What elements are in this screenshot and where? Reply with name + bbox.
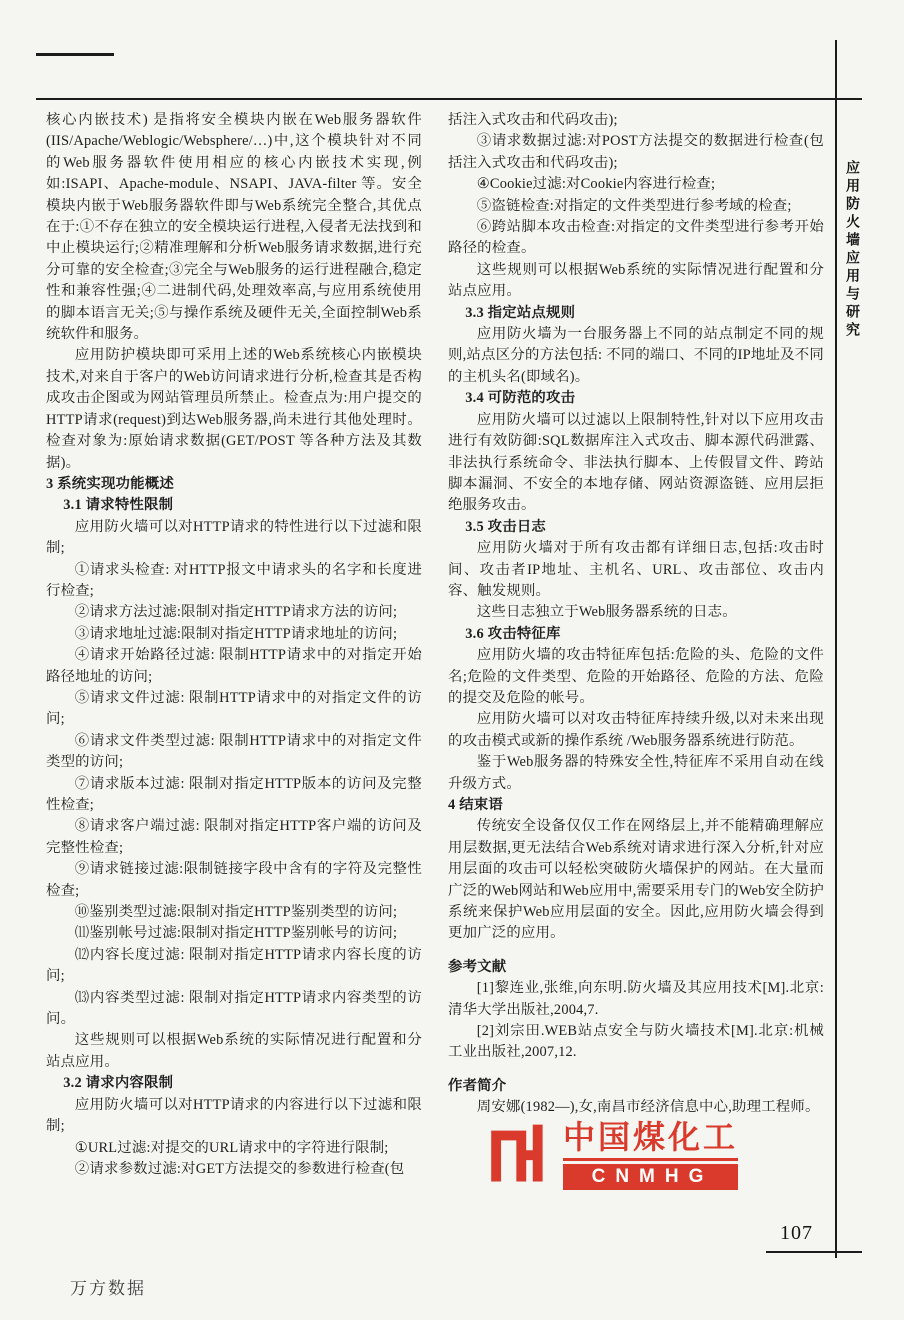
paragraph: 括注入式攻击和代码攻击); [448, 112, 618, 128]
paragraph: 作者简介 [448, 1077, 507, 1094]
paragraph: ⑦请求版本过滤: 限制对指定HTTP版本的访问及完整性检查; [46, 775, 422, 813]
paragraph: 应用防火墙为一台服务器上不同的站点制定不同的规则,站点区分的方法包括: 不同的端口、不同的IP地址及不同的主机头名(即域名)。 [448, 326, 824, 385]
page-number-rule [766, 1251, 862, 1253]
paragraph: 3.5 攻击日志 [465, 518, 547, 535]
paragraph: ⑿内容长度过滤: 限制对指定HTTP请求内容长度的访问; [46, 946, 422, 985]
paragraph: [2]刘宗田.WEB站点安全与防火墙技术[M].北京:机械工业出版社,2007,12. [448, 1023, 824, 1061]
paragraph: 应用防火墙的攻击特征库包括:危险的头、危险的文件名;危险的文件类型、危险的开始路径、危险的方法、危险的提交及危险的帐号。 [448, 647, 824, 706]
wanfang-watermark: 万方数据 [70, 1279, 146, 1298]
paragraph: 应用防火墙可以对HTTP请求的内容进行以下过滤和限制; [46, 1096, 422, 1135]
paragraph: 4 结束语 [448, 797, 503, 813]
paragraph: 传统安全设备仅仅工作在网络层上,并不能精确理解应用层数据,更无法结合Web系统对请求进行深入分析,针对应用层面的攻击可以轻松突破防火墙保护的网站。在大量而广泛的Web网站和Web应用中,需要采用专门的Web安全防护系统来保护Web应用层面的安全。因此,应用防火墙会得到更加广泛的应用。 [448, 818, 824, 942]
paragraph: 应用防火墙对于所有攻击都有详细日志,包括:攻击时间、攻击者IP地址、主机名、URL、攻击部位、攻击内容、触发规则。 [448, 540, 824, 599]
paragraph: 这些规则可以根据Web系统的实际情况进行配置和分站点应用。 [448, 261, 824, 300]
top-left-short-rule [36, 53, 114, 56]
paragraph: 应用防火墙可以过滤以上限制特性,针对以下应用攻击进行有效防御:SQL数据库注入式攻击、脚本源代码泄露、非法执行系统命令、非法执行脚本、上传假冒文件、跨站脚本漏洞、不安全的本地存储、网站资源盗链、应用层拒绝服务攻击。 [448, 411, 824, 514]
paragraph: 应用防火墙可以对攻击特征库持续升级,以对未来出现的攻击模式或新的操作系统 /Web服务器系统进行防范。 [448, 711, 824, 749]
paragraph: 应用防火墙可以对HTTP请求的特性进行以下过滤和限制; [46, 518, 422, 557]
paragraph: ⑥跨站脚本攻击检查:对指定的文件类型进行参考开始路径的检查。 [448, 219, 824, 257]
right-margin-rule [835, 40, 837, 1258]
paragraph: 鉴于Web服务器的特殊安全性,特征库不采用自动在线升级方式。 [448, 754, 824, 792]
cnmhg-logo-divider [563, 1158, 738, 1161]
right-column [448, 110, 824, 1180]
paragraph: ③请求地址过滤:限制对指定HTTP请求地址的访问; [74, 625, 398, 642]
paragraph: 3.2 请求内容限制 [63, 1075, 174, 1092]
paragraph: 周安娜(1982—),女,南昌市经济信息中心,助理工程师。 [476, 1099, 820, 1116]
paragraph: 3.3 指定站点规则 [465, 304, 576, 321]
cnmhg-logo-en: CNMHG [563, 1164, 738, 1190]
paragraph: [1]黎连业,张维,向东明.防火墙及其应用技术[M].北京:清华大学出版社,2004,7. [448, 980, 824, 1018]
paragraph: 3 系统实现功能概述 [46, 475, 174, 492]
paragraph: ④Cookie过滤:对Cookie内容进行检查; [476, 176, 716, 193]
paragraph: 3.4 可防范的攻击 [465, 390, 576, 407]
cnmhg-logo [485, 1118, 738, 1190]
paragraph: ⑥请求文件类型过滤: 限制HTTP请求中的对指定文件类型的访问; [46, 732, 422, 771]
paragraph: ④请求开始路径过滤: 限制HTTP请求中的对指定开始路径地址的访问; [46, 647, 422, 685]
running-side-title: 应用防火墙应用与研究 [844, 160, 859, 340]
cnmhg-logo-text [563, 1118, 738, 1190]
paragraph: ⑾鉴别帐号过滤:限制对指定HTTP鉴别帐号的访问; [74, 925, 398, 942]
cnmhg-logo-cn: 中国煤化工 [563, 1119, 739, 1155]
paragraph: ⑤请求文件过滤: 限制HTTP请求中的对指定文件的访问; [46, 689, 422, 728]
paragraph: 参考文献 [448, 958, 507, 975]
paragraph: ②请求方法过滤:限制对指定HTTP请求方法的访问; [74, 604, 398, 621]
page-number: 107 [780, 1222, 813, 1244]
paragraph: ①请求头检查: 对HTTP报文中请求头的名字和长度进行检查; [46, 561, 422, 599]
paragraph: 3.1 请求特性限制 [63, 497, 174, 514]
paragraph: 这些日志独立于Web服务器系统的日志。 [476, 604, 737, 621]
paragraph: 应用防护模块即可采用上述的Web系统核心内嵌模块技术,对来自于客户的Web访问请求进行分析,检查其是否构成攻击企图或为网站管理员所禁止。检查点为:用户提交的HTTP请求(request)到达Web服务器,尚未进行其他处理时。检查对象为:原始请求数据(GET/POST 等各种方法及其数据)。 [46, 347, 422, 471]
paragraph: ⑧请求客户端过滤: 限制对指定HTTP客户端的访问及完整性检查; [46, 818, 422, 856]
paragraph: ①URL过滤:对提交的URL请求中的字符进行限制; [74, 1139, 389, 1156]
paragraph: ②请求参数过滤:对GET方法提交的参数进行检查(包 [74, 1160, 405, 1177]
paragraph: 核心内嵌技术) 是指将安全模块内嵌在Web服务器软件(IIS/Apache/Weblogic/Websphere/…)中,这个模块针对不同的Web服务器软件使用相应的核心内嵌技术实现,例如:ISAPI、Apache-module、NSAPI、JAVA-filter 等。安全模块内嵌于Web服务器软件即与Web系统完全整合,其优点在于:①不存在独立的安全模块运行进程,入侵者无法找到和中止模块运行;②精准理解和分析Web服务请求数据,进行充分可靠的安全检查;③完全与Web服务的运行进程融合,稳定性和兼容性强;④二进制代码,处理效率高,与应用系统使用的脚本语言无关;⑤与操作系统及硬件无关,全面控制Web系统软件和服务。 [46, 112, 422, 343]
cnmhg-logo-mark-icon [485, 1118, 551, 1188]
paragraph: 这些规则可以根据Web系统的实际情况进行配置和分站点应用。 [46, 1032, 422, 1070]
paragraph: ⑨请求链接过滤:限制链接字段中含有的字符及完整性检查; [46, 861, 422, 899]
paragraph: ③请求数据过滤:对POST方法提交的数据进行检查(包括注入式攻击和代码攻击); [448, 133, 824, 171]
paragraph: ⒀内容类型过滤: 限制对指定HTTP请求内容类型的访问。 [46, 989, 422, 1028]
paragraph: ⑩鉴别类型过滤:限制对指定HTTP鉴别类型的访问; [74, 904, 398, 921]
paragraph: 3.6 攻击特征库 [465, 625, 561, 642]
header-rule [36, 98, 862, 100]
left-column [46, 110, 422, 1180]
paragraph: ⑤盗链检查:对指定的文件类型进行参考域的检查; [476, 197, 792, 214]
article-body [46, 110, 824, 1180]
